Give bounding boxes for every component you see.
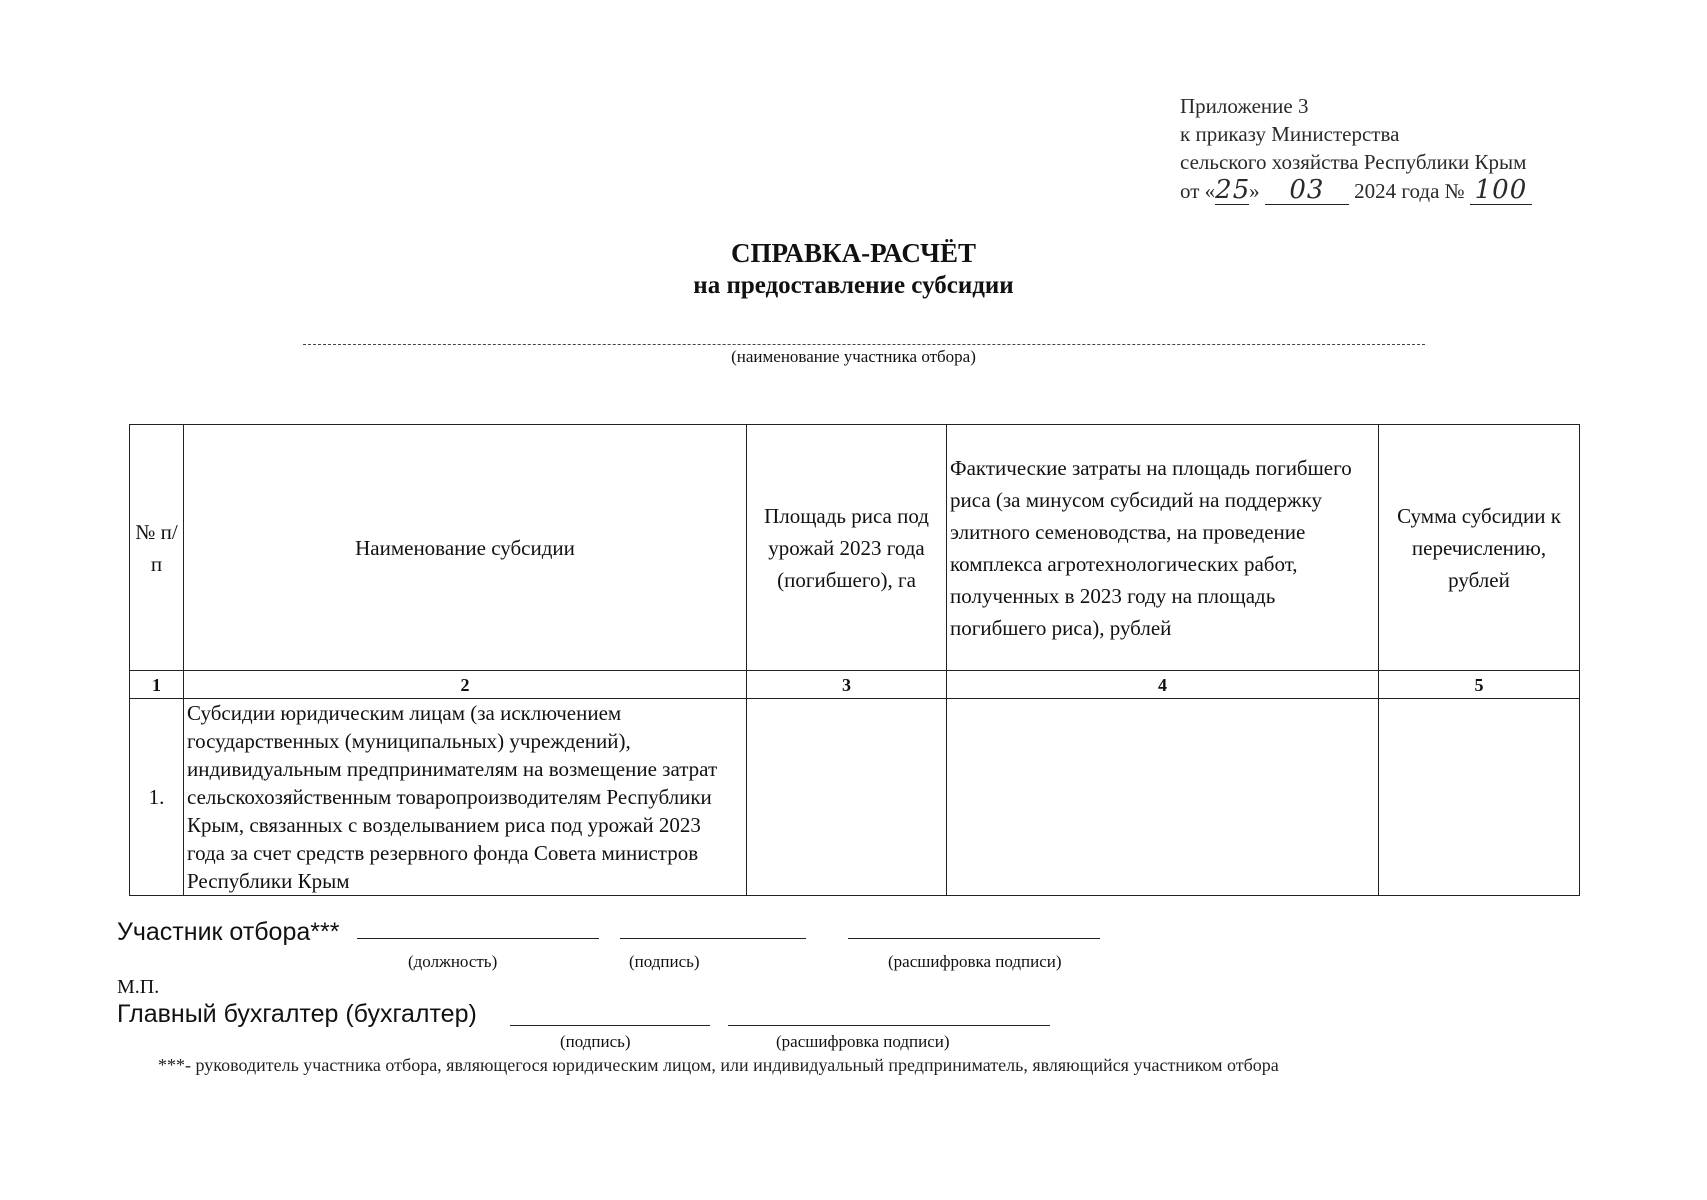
appendix-ministry: сельского хозяйства Республики Крым [1180, 150, 1527, 174]
column-number-5: 5 [1379, 671, 1580, 699]
footnote: ***- руководитель участника отбора, являющегося юридическим лицом, или индивидуальный предприниматель, являющийся участником отбора [158, 1055, 1279, 1075]
date-prefix: от « [1180, 179, 1216, 203]
date-day: 25 [1215, 175, 1251, 205]
header-subsidy-sum: Сумма субсидии к перечислению, рублей [1379, 425, 1580, 671]
position-caption: (должность) [408, 952, 498, 971]
date-year: 2024 года № [1354, 179, 1465, 203]
table-header-row [130, 425, 1580, 671]
row-subsidy-name: Субсидии юридическим лицам (за исключением государственных (муниципальных) учреждений), индивидуальным предпринимателям на возмещение затрат сельскохозяйственным товаропроизводителям Республики Крым, связанных с возделыванием риса под урожай 2023 года за счет средств резервного фонда Совета министров Республики Крым [184, 699, 747, 896]
row-number: 1. [130, 699, 184, 896]
accountant-signature-caption: (подпись) [560, 1032, 631, 1051]
decoding-caption: (расшифровка подписи) [888, 952, 1062, 971]
document-title: СПРАВКА-РАСЧЁТ [731, 238, 976, 268]
participant-name-caption: (наименование участника отбора) [731, 347, 976, 366]
column-number-3: 3 [747, 671, 947, 699]
participant-signature-label: Участник отбора*** [117, 918, 340, 946]
participant-decoding-line[interactable] [848, 938, 1100, 939]
column-number-1: 1 [130, 671, 184, 699]
table-row [130, 699, 1580, 896]
signature-caption: (подпись) [629, 952, 700, 971]
table-column-numbers-row [130, 671, 1580, 699]
appendix-header [1180, 92, 1532, 205]
row-costs-value[interactable] [947, 699, 1379, 896]
date-month: 03 [1265, 176, 1349, 205]
accountant-decoding-line[interactable] [728, 1025, 1050, 1026]
appendix-order-ref: к приказу Министерства [1180, 122, 1400, 146]
stamp-placeholder: М.П. [117, 976, 160, 998]
participant-position-line[interactable] [357, 938, 599, 939]
appendix-number: Приложение 3 [1180, 94, 1309, 118]
row-area-value[interactable] [747, 699, 947, 896]
accountant-decoding-caption: (расшифровка подписи) [776, 1032, 950, 1051]
order-number: 100 [1470, 176, 1532, 205]
participant-name-line [303, 344, 1425, 345]
date-day-close: » [1249, 179, 1260, 203]
appendix-date-line [1180, 176, 1532, 205]
document-subtitle: на предоставление субсидии [693, 272, 1014, 299]
subsidy-table [129, 424, 1580, 896]
column-number-4: 4 [947, 671, 1379, 699]
column-number-2: 2 [184, 671, 747, 699]
row-sum-value[interactable] [1379, 699, 1580, 896]
header-area: Площадь риса под урожай 2023 года (погибшего), га [747, 425, 947, 671]
header-number: № п/п [130, 425, 184, 671]
header-actual-costs: Фактические затраты на площадь погибшего риса (за минусом субсидий на поддержку элитного семеноводства, на проведение комплекса агротехнологических работ, полученных в 2023 году на площадь погибшего риса), рублей [947, 425, 1379, 671]
accountant-signature-label: Главный бухгалтер (бухгалтер) [117, 1000, 477, 1028]
accountant-signature-line[interactable] [510, 1025, 710, 1026]
header-subsidy-name: Наименование субсидии [184, 425, 747, 671]
participant-signature-line[interactable] [620, 938, 806, 939]
